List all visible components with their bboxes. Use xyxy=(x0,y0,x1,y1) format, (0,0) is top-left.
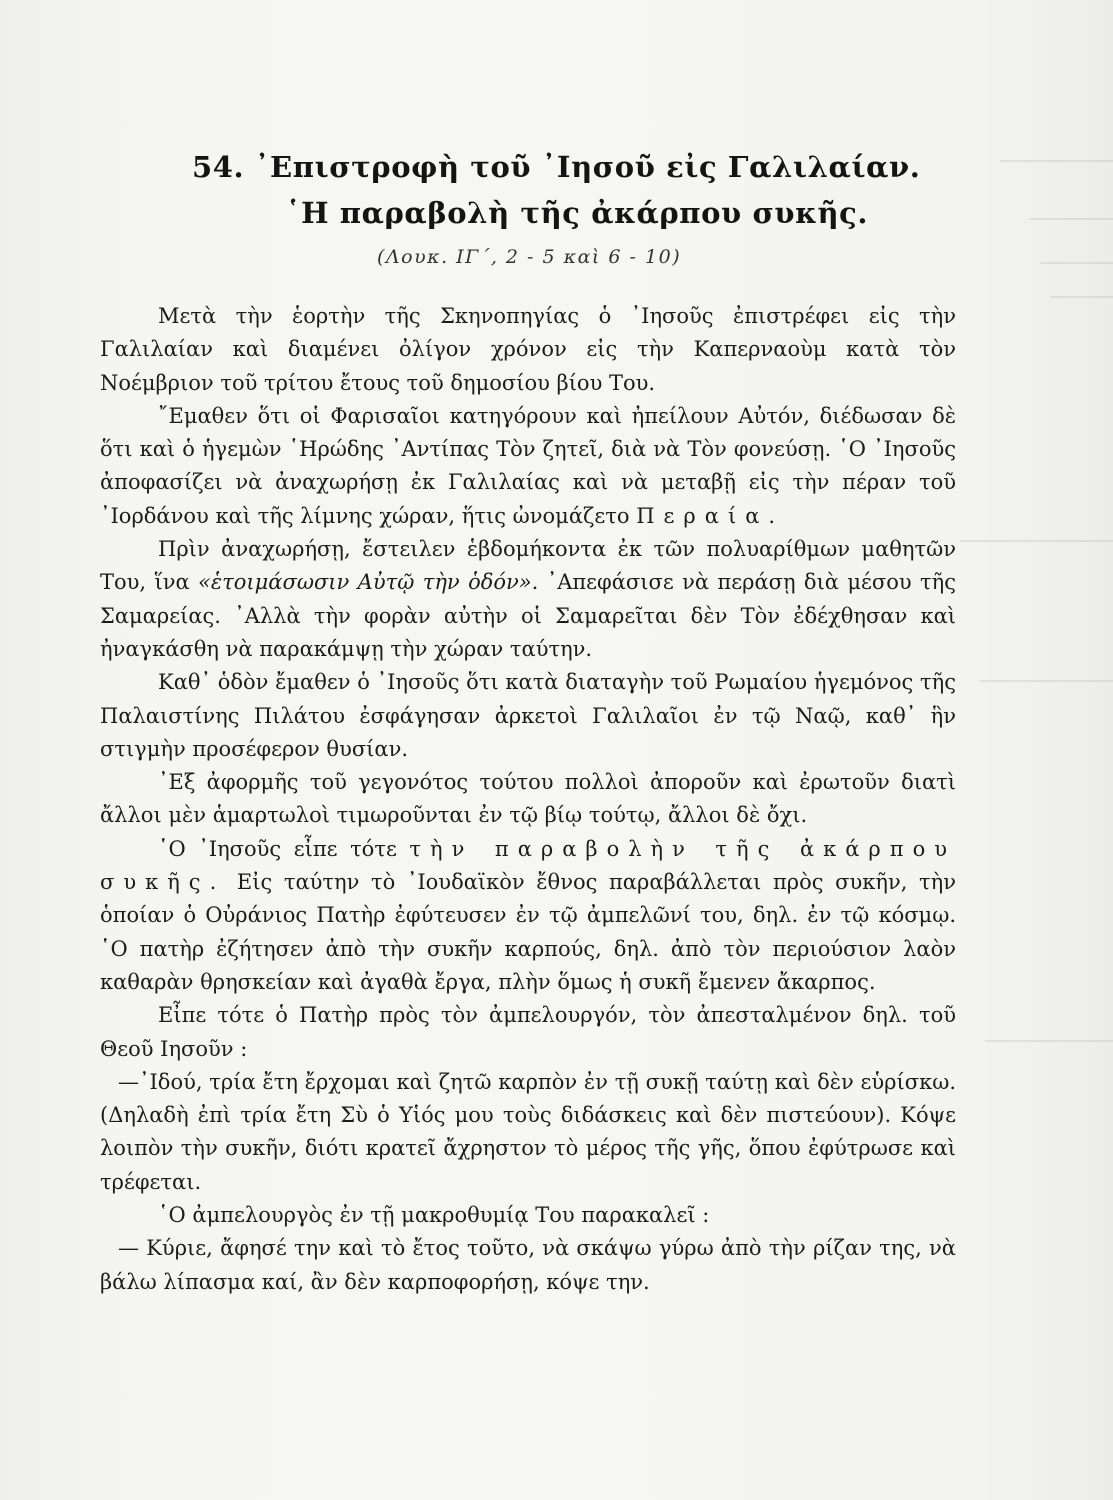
paragraph-4-text: Καθ᾿ ὁδὸν ἔμαθεν ὁ ᾿Ιησοῦς ὅτι κατὰ διαταγὴν τοῦ Ρωμαίου ἡγεμόνος τῆς Παλαιστίνης Πιλάτου ἐσφάγησαν ἀρκετοὶ Γαλιλαῖοι ἐν τῷ Ναῷ, καθ᾿ ἣν στιγμὴν προσέφερον θυσίαν. xyxy=(100,670,956,761)
paragraph-5-text: ᾿Εξ ἀφορμῆς τοῦ γεγονότος τούτου πολλοὶ ἀποροῦν καὶ ἐρωτοῦν διατὶ ἄλλοι μὲν ἁμαρτωλοὶ τιμωροῦνται ἐν τῷ βίῳ τούτῳ, ἄλλοι δὲ ὄχι. xyxy=(100,770,956,828)
paragraph-3-text-b: ᾿Απεφάσισε νὰ περάσῃ διὰ μέσου τῆς Σαμαρείας. ᾿Αλλὰ τὴν φορὰν αὐτὴν οἱ Σαμαρεῖται δὲν Τὸν ἐδέχθησαν καὶ ἠναγκάσθη νὰ παρακάμψῃ τὴν χώραν ταύτην. xyxy=(100,570,956,661)
paragraph-9 xyxy=(100,1199,956,1232)
spaced-place-name: Περαία. xyxy=(636,503,785,528)
heading-title-line-2: ῾Η παραβολὴ τῆς ἀκάρπου συκῆς. xyxy=(286,196,869,230)
heading-title-line-1: 54. ᾿Επιστροφὴ τοῦ ᾿Ιησοῦ εἰς Γαλιλαίαν. xyxy=(192,150,921,184)
paragraph-1-text: Μετὰ τὴν ἑορτὴν τῆς Σκηνοπηγίας ὁ ᾿Ιησοῦς ἐπιστρέφει εἰς τὴν Γαλιλαίαν καὶ διαμένει ὀλίγον χρόνον εἰς τὴν Καπερναοὺμ κατὰ τὸν Νοέμβριον τοῦ τρίτου ἔτους τοῦ δημοσίου βίου Του. xyxy=(100,304,956,395)
paragraph-10-text: — Κύριε, ἄφησέ την καὶ τὸ ἔτος τοῦτο, νὰ σκάψω γύρω ἀπὸ τὴν ρίζαν της, νὰ βάλω λίπασμα καί, ἂν δὲν καρποφορήσῃ, κόψε την. xyxy=(100,1236,956,1294)
paragraph-3 xyxy=(100,533,956,666)
paragraph-6 xyxy=(100,833,956,999)
paragraph-7-text: Εἶπε τότε ὁ Πατὴρ πρὸς τὸν ἀμπελουργόν, τὸν ἀπεσταλμένον δηλ. τοῦ Θεοῦ Ιησοῦν : xyxy=(100,1003,956,1061)
paragraph-9-text: ῾Ο ἀμπελουργὸς ἐν τῇ μακροθυμίᾳ Του παρακαλεῖ : xyxy=(158,1203,710,1228)
paragraph-8-text: —᾿Ιδού, τρία ἔτη ἔρχομαι καὶ ζητῶ καρπὸν ἐν τῇ συκῇ ταύτῃ καὶ δὲν εὑρίσκω. (Δηλαδὴ ἐπὶ τρία ἔτη Σὺ ὁ Υἱός μου τοὺς διδάσκεις καὶ δὲν πιστεύουν). Κόψε λοιπὸν τὴν συκῆν, διότι κρατεῖ ἄχρηστον τὸ μέρος τῆς γῆς, ὅπου ἐφύτρωσε καὶ τρέφεται. xyxy=(100,1069,956,1194)
scripture-reference: (Λουκ. ΙΓ΄, 2 - 5 καὶ 6 - 10) xyxy=(377,246,682,268)
paragraph-2-text: ῎Εμαθεν ὅτι οἱ Φαρισαῖοι κατηγόρουν καὶ ἠπείλουν Αὐτόν, διέδωσαν δὲ ὅτι καὶ ὁ ἡγεμὼν ῾Ηρώδης ᾿Αντίπας Τὸν ζητεῖ, διὰ νὰ Τὸν φονεύσῃ. ῾Ο ᾿Ιησοῦς ἀποφασίζει νὰ ἀναχωρήσῃ ἐκ Γαλιλαίας καὶ νὰ μεταβῇ εἰς τὴν πέραν τοῦ ᾿Ιορδάνου καὶ τῆς λίμνης χώραν, ἥτις ὠνομάζετο xyxy=(100,403,956,528)
paragraph-2 xyxy=(100,400,956,533)
spaced-parable-title: τὴν παραβολὴν τῆς ἀκάρπου συκῆς. xyxy=(100,836,956,895)
body-text xyxy=(100,300,956,1299)
paragraph-8 xyxy=(100,1066,956,1199)
paragraph-4 xyxy=(100,666,956,766)
paragraph-10 xyxy=(100,1232,956,1299)
paragraph-6-text-b: Εἰς ταύτην τὸ ᾿Ιουδαϊκὸν ἔθνος παραβάλλεται πρὸς συκῆν, τὴν ὁποίαν ὁ Οὐράνιος Πατὴρ ἐφύτευσεν ἐν τῷ ἀμπελῶνί του, δηλ. ἐν τῷ κόσμῳ. ῾Ο πατὴρ ἐζήτησεν ἀπὸ τὴν συκῆν καρπούς, δηλ. ἀπὸ τὸν περιούσιον λαὸν καθαρὰν θρησκείαν καὶ ἀγαθὰ ἔργα, πλὴν ὅμως ἡ συκῆ ἔμενεν ἄκαρπος. xyxy=(100,870,956,994)
paragraph-3-text-a: Πρὶν ἀναχωρήσῃ, ἔστειλεν ἑβδομήκοντα ἐκ τῶν πολυαρίθμων μαθητῶν Του, ἵνα xyxy=(100,537,956,595)
paragraph-5 xyxy=(100,766,956,833)
paragraph-1 xyxy=(100,300,956,400)
paragraph-6-text-a: ῾Ο ᾿Ιησοῦς εἶπε τότε xyxy=(158,836,397,861)
paragraph-7 xyxy=(100,999,956,1066)
italic-quote: «ἑτοιμάσωσιν Αὐτῷ τὴν ὁδόν». xyxy=(198,570,539,595)
